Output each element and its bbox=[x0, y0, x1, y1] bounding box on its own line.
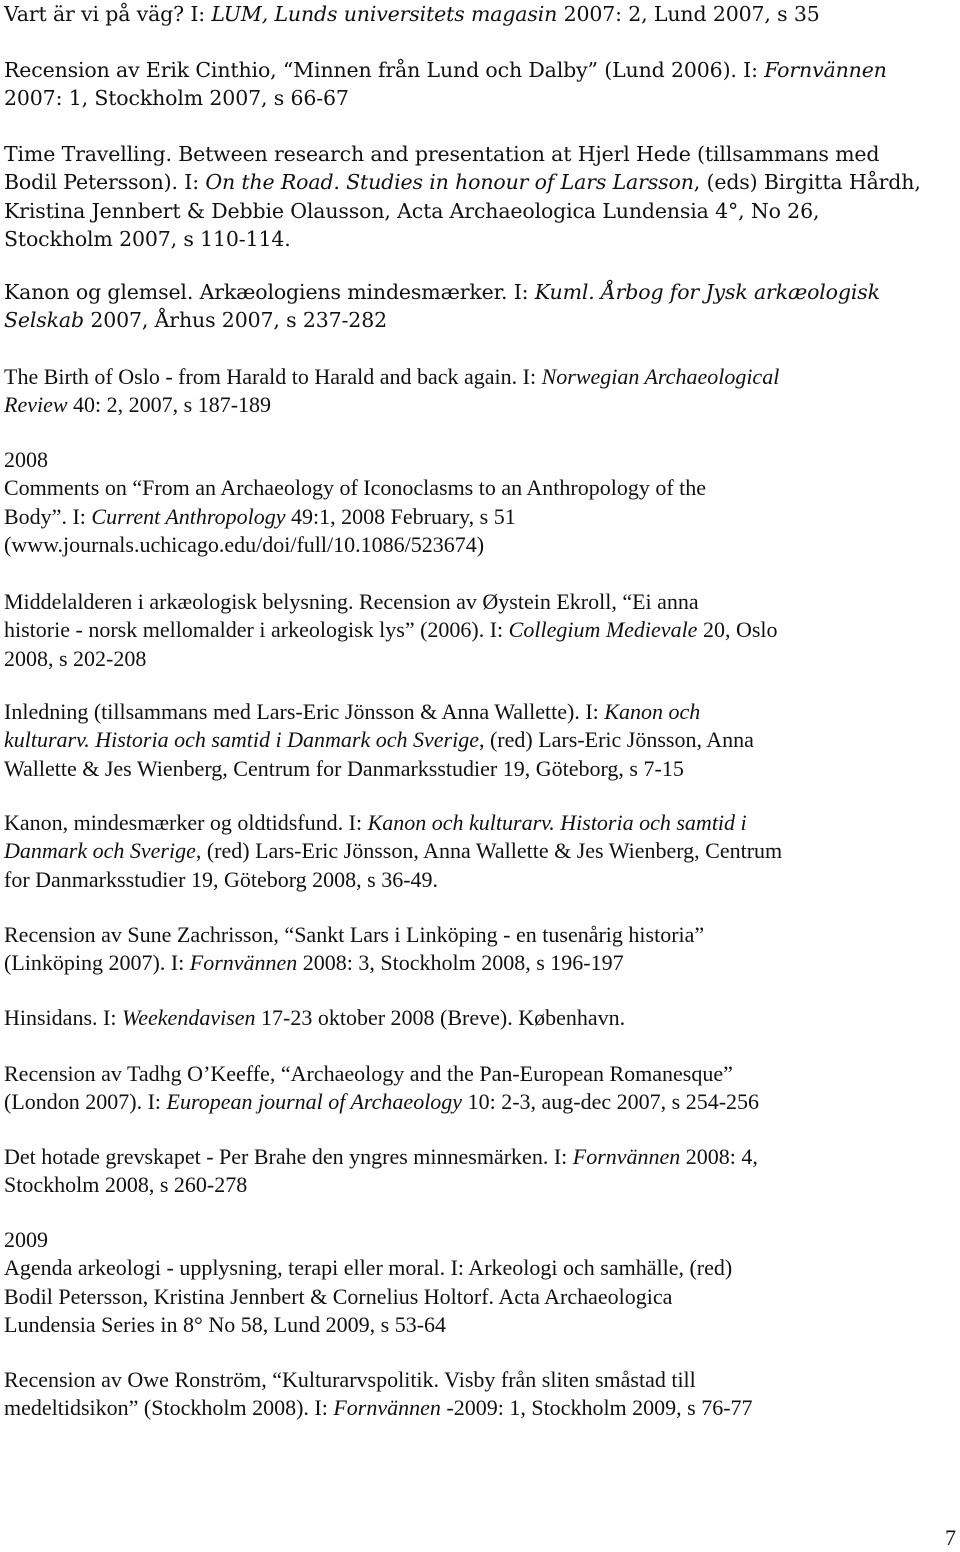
entry-line bbox=[4, 698, 958, 726]
entry-line bbox=[4, 1254, 958, 1282]
entry-text: 2007: 1, Stockholm 2007, s 66-67 bbox=[4, 86, 349, 111]
entry-line bbox=[4, 531, 958, 559]
entry-text: 2008, s 202-208 bbox=[4, 645, 147, 671]
italic-title-text: Fornvännen bbox=[189, 950, 298, 976]
entry-line bbox=[4, 363, 958, 391]
entry-text: 2008: 4, bbox=[680, 1144, 758, 1169]
italic-title-text: Kanon och bbox=[604, 699, 701, 724]
entry-text: Bodil Petersson, Kristina Jennbert & Cornelius Holtorf. Acta Archaeologica bbox=[4, 1283, 673, 1309]
italic-title-text: Fornvännen bbox=[572, 1144, 681, 1169]
entry-text: The Birth of Oslo - from Harald to Harald and back again. I: bbox=[4, 364, 542, 389]
entry-text: Stockholm 2007, s 110-114. bbox=[4, 227, 291, 252]
entry-line bbox=[4, 726, 958, 754]
entry-text: Recension av Sune Zachrisson, “Sankt Lars i Linköping - en tusenårig historia” bbox=[4, 922, 705, 947]
entry-text: 17-23 oktober 2008 (Breve). København. bbox=[255, 1005, 626, 1030]
entry-line bbox=[4, 1143, 958, 1171]
entry-text: 2008 bbox=[4, 447, 48, 472]
entry-line bbox=[4, 168, 958, 196]
italic-title-text: Collegium Medievale bbox=[508, 617, 698, 643]
bibliography-entry bbox=[4, 921, 958, 978]
bibliography-entry bbox=[4, 1143, 958, 1200]
entry-text: Body”. I: bbox=[4, 503, 92, 529]
bibliography-entry bbox=[4, 809, 958, 894]
entry-line bbox=[4, 645, 958, 673]
entry-line bbox=[4, 225, 958, 253]
bibliography-entry bbox=[4, 278, 958, 335]
entry-line bbox=[4, 306, 958, 334]
page-number: 7 bbox=[945, 1525, 956, 1550]
entry-text: Lundensia Series in 8° No 58, Lund 2009, s 53-64 bbox=[4, 1312, 447, 1338]
bibliography-entry bbox=[4, 1004, 958, 1032]
entry-text: Kristina Jennbert & Debbie Olausson, Acta Archaeologica Lundensia 4°, No 26, bbox=[4, 198, 820, 223]
entry-line bbox=[4, 0, 958, 28]
entry-line bbox=[4, 1366, 958, 1394]
entry-text: Time Travelling. Between research and presentation at Hjerl Hede (tillsammans med bbox=[4, 142, 880, 166]
entry-line bbox=[4, 809, 958, 837]
bibliography-entry bbox=[4, 0, 958, 28]
entry-text: Comments on “From an Archaeology of Iconoclasms to an Anthropology of the bbox=[4, 475, 707, 501]
entry-text: Agenda arkeologi - upplysning, terapi eller moral. I: Arkeologi och samhälle, (red) bbox=[4, 1255, 733, 1281]
bibliography-entry bbox=[4, 1060, 958, 1117]
italic-title-text: Review bbox=[4, 392, 68, 418]
italic-title-text: LUM, Lunds universitets magasin bbox=[211, 2, 558, 26]
entry-line bbox=[4, 1171, 958, 1199]
entry-text: (Linköping 2007). I: bbox=[4, 950, 190, 976]
entry-line bbox=[4, 1283, 958, 1311]
entry-line bbox=[4, 56, 958, 84]
entry-line bbox=[4, 474, 958, 502]
bibliography-entry bbox=[4, 140, 958, 254]
entry-text: Recension av Tadhg O’Keeffe, “Archaeology and the Pan-European Romanesque” bbox=[4, 1061, 733, 1086]
italic-title-text: European journal of Archaeology bbox=[166, 1089, 463, 1115]
entry-text: 10: 2-3, aug-dec 2007, s 254-256 bbox=[462, 1089, 760, 1115]
entry-text: 2007, Århus 2007, s 237-282 bbox=[83, 308, 387, 333]
entry-line bbox=[4, 1394, 958, 1422]
italic-title-text: On the Road. Studies in honour of Lars Larsson bbox=[205, 170, 694, 195]
entry-text: for Danmarksstudier 19, Göteborg 2008, s 36-49. bbox=[4, 866, 439, 892]
entry-line bbox=[4, 921, 958, 949]
entry-line bbox=[4, 837, 958, 865]
entry-line bbox=[4, 866, 958, 894]
entry-line bbox=[4, 503, 958, 531]
entry-line bbox=[4, 197, 958, 225]
entry-text: Middelalderen i arkæologisk belysning. Recension av Øystein Ekroll, “Ei anna bbox=[4, 589, 699, 614]
bibliography-entry bbox=[4, 363, 958, 420]
entry-text: -2009: 1, Stockholm 2009, s 76-77 bbox=[440, 1395, 753, 1421]
entry-text: Inledning (tillsammans med Lars-Eric Jönsson & Anna Wallette). I: bbox=[4, 699, 605, 724]
italic-title-text: Fornvännen bbox=[764, 58, 887, 82]
entry-line bbox=[4, 391, 958, 419]
entry-text: , (eds) Birgitta Hårdh, bbox=[693, 170, 921, 195]
entry-line bbox=[4, 616, 958, 644]
bibliography-entry bbox=[4, 1226, 958, 1340]
entry-text: 2008: 3, Stockholm 2008, s 196-197 bbox=[297, 950, 624, 976]
entry-line bbox=[4, 84, 958, 112]
entry-text: , (red) Lars-Eric Jönsson, Anna Wallette & Jes Wienberg, Centrum bbox=[195, 838, 783, 864]
entry-text: historie - norsk mellomalder i arkeologisk lys” (2006). I: bbox=[4, 617, 509, 643]
entry-text: 20, Oslo bbox=[697, 617, 778, 643]
bibliography-entry bbox=[4, 1366, 958, 1423]
entry-text: , (red) Lars-Eric Jönsson, Anna bbox=[478, 727, 754, 753]
entry-text: Recension av Erik Cinthio, “Minnen från Lund och Dalby” (Lund 2006). I: bbox=[4, 58, 765, 82]
italic-title-text: Weekendavisen bbox=[121, 1005, 256, 1030]
entry-line bbox=[4, 755, 958, 783]
entry-text: 40: 2, 2007, s 187-189 bbox=[67, 392, 272, 418]
entry-line bbox=[4, 1060, 958, 1088]
entry-text: (London 2007). I: bbox=[4, 1089, 167, 1115]
entry-text: 2009 bbox=[4, 1227, 48, 1252]
entry-text: Det hotade grevskapet - Per Brahe den yngres minnesmärken. I: bbox=[4, 1144, 573, 1169]
entry-text: (www.journals.uchicago.edu/doi/full/10.1086/523674) bbox=[4, 532, 485, 558]
entry-text: Bodil Petersson). I: bbox=[4, 170, 206, 195]
entry-text: 49:1, 2008 February, s 51 bbox=[285, 503, 516, 529]
italic-title-text: Kanon och kulturarv. Historia och samtid i bbox=[367, 810, 747, 835]
bibliography-entry bbox=[4, 56, 958, 113]
bibliography-entry bbox=[4, 698, 958, 783]
entry-line bbox=[4, 1226, 958, 1254]
italic-title-text: Selskab bbox=[4, 308, 84, 333]
italic-title-text: kulturarv. Historia och samtid i Danmark och Sverige bbox=[4, 727, 479, 753]
entry-line bbox=[4, 446, 958, 474]
entry-line bbox=[4, 949, 958, 977]
italic-title-text: Kuml. Årbog for Jysk arkæologisk bbox=[534, 280, 880, 304]
entry-line bbox=[4, 1311, 958, 1339]
bibliography-entry bbox=[4, 446, 958, 560]
italic-title-text: Current Anthropology bbox=[91, 503, 286, 529]
entry-text: Stockholm 2008, s 260-278 bbox=[4, 1172, 248, 1198]
italic-title-text: Norwegian Archaeological bbox=[541, 364, 780, 389]
entry-text: Wallette & Jes Wienberg, Centrum for Danmarksstudier 19, Göteborg, s 7-15 bbox=[4, 755, 684, 781]
entry-text: Kanon og glemsel. Arkæologiens mindesmærker. I: bbox=[4, 280, 535, 304]
entry-text: Recension av Owe Ronström, “Kulturarvspolitik. Visby från sliten småstad till bbox=[4, 1367, 696, 1392]
entry-line bbox=[4, 1088, 958, 1116]
entry-line bbox=[4, 588, 958, 616]
entry-text: Hinsidans. I: bbox=[4, 1005, 122, 1030]
entry-line bbox=[4, 278, 958, 306]
bibliography-entry bbox=[4, 588, 958, 673]
entry-line bbox=[4, 140, 958, 168]
entry-text: Kanon, mindesmærker og oldtidsfund. I: bbox=[4, 810, 368, 835]
entry-line bbox=[4, 1004, 958, 1032]
entry-text: 2007: 2, Lund 2007, s 35 bbox=[557, 2, 820, 26]
entry-text: medeltidsikon” (Stockholm 2008). I: bbox=[4, 1395, 334, 1421]
italic-title-text: Danmark och Sverige bbox=[4, 838, 196, 864]
italic-title-text: Fornvännen bbox=[333, 1395, 441, 1421]
entry-text: Vart är vi på väg? I: bbox=[4, 2, 212, 26]
